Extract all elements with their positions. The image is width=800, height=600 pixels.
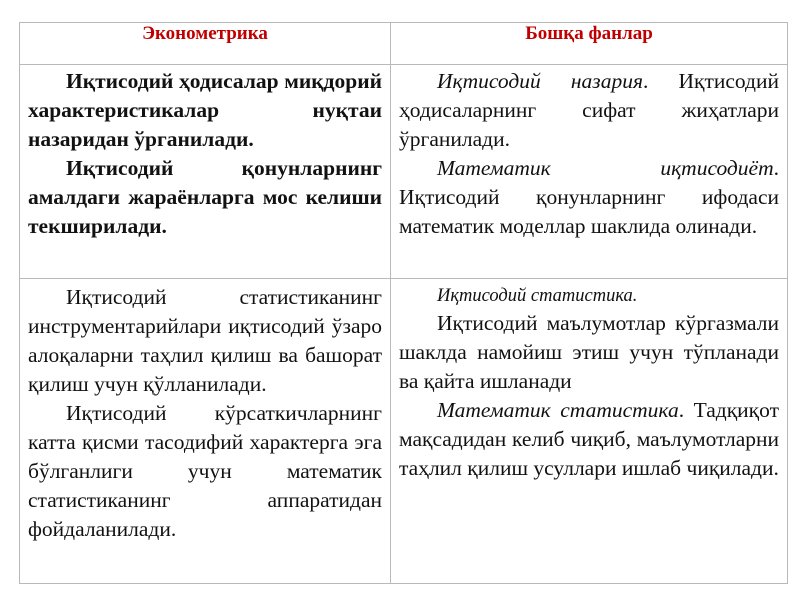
paragraph: Иқтисодий қонунларнинг амалдаги жараёнларга мос келиши текширилади. xyxy=(28,156,382,238)
header-econometrics: Эконометрика xyxy=(20,23,391,65)
term-text: . Тадқиқот мақсадидан келиб чиқиб, маълумотларни таҳлил қилиш усуллари ишлаб чиқилади. xyxy=(399,398,779,480)
paragraph xyxy=(399,67,779,154)
table-row xyxy=(20,279,788,584)
header-other-sciences: Бошқа фанлар xyxy=(391,23,788,65)
term-title: Иқтисодий назария xyxy=(437,69,643,93)
paragraph: Иқтисодий маълумотлар кўргазмали шаклда намойиш этиш учун тўпланади ва қайта ишланади xyxy=(399,311,779,393)
cell-econometrics-2 xyxy=(20,279,391,584)
comparison-table-container xyxy=(19,22,787,584)
term-title: Математик статистика xyxy=(437,398,679,422)
cell-econometrics-1 xyxy=(20,65,391,279)
term-text: . Иқтисодий ҳодисаларнинг сифат жиҳатлари ўрганилади. xyxy=(399,69,780,151)
paragraph xyxy=(399,154,779,241)
paragraph xyxy=(399,396,779,483)
term-title: Математик иқтисодиёт xyxy=(437,156,774,180)
cell-other-2 xyxy=(391,279,788,584)
paragraph: Иқтисодий статистиканинг инструментарийлари иқтисодий ўзаро алоқаларни таҳлил қилиш ва башорат қилиш учун қўлланилади. xyxy=(28,285,382,396)
paragraph: Иқтисодий ҳодисалар миқдорий характеристикалар нуқтаи назаридан ўрганилади. xyxy=(28,69,382,151)
term-title: Иқтисодий статистика. xyxy=(437,286,638,306)
cell-other-1 xyxy=(391,65,788,279)
table-row xyxy=(20,65,788,279)
comparison-table xyxy=(19,22,788,584)
term-text: . Иқтисодий қонунларнинг ифодаси математик моделлар шаклида олинади. xyxy=(399,156,779,238)
paragraph: Иқтисодий кўрсаткичларнинг катта қисми тасодифий характерга эга бўлганлиги учун математик статистиканинг аппаратидан фойдаланилади. xyxy=(28,401,382,541)
header-row xyxy=(20,23,788,65)
